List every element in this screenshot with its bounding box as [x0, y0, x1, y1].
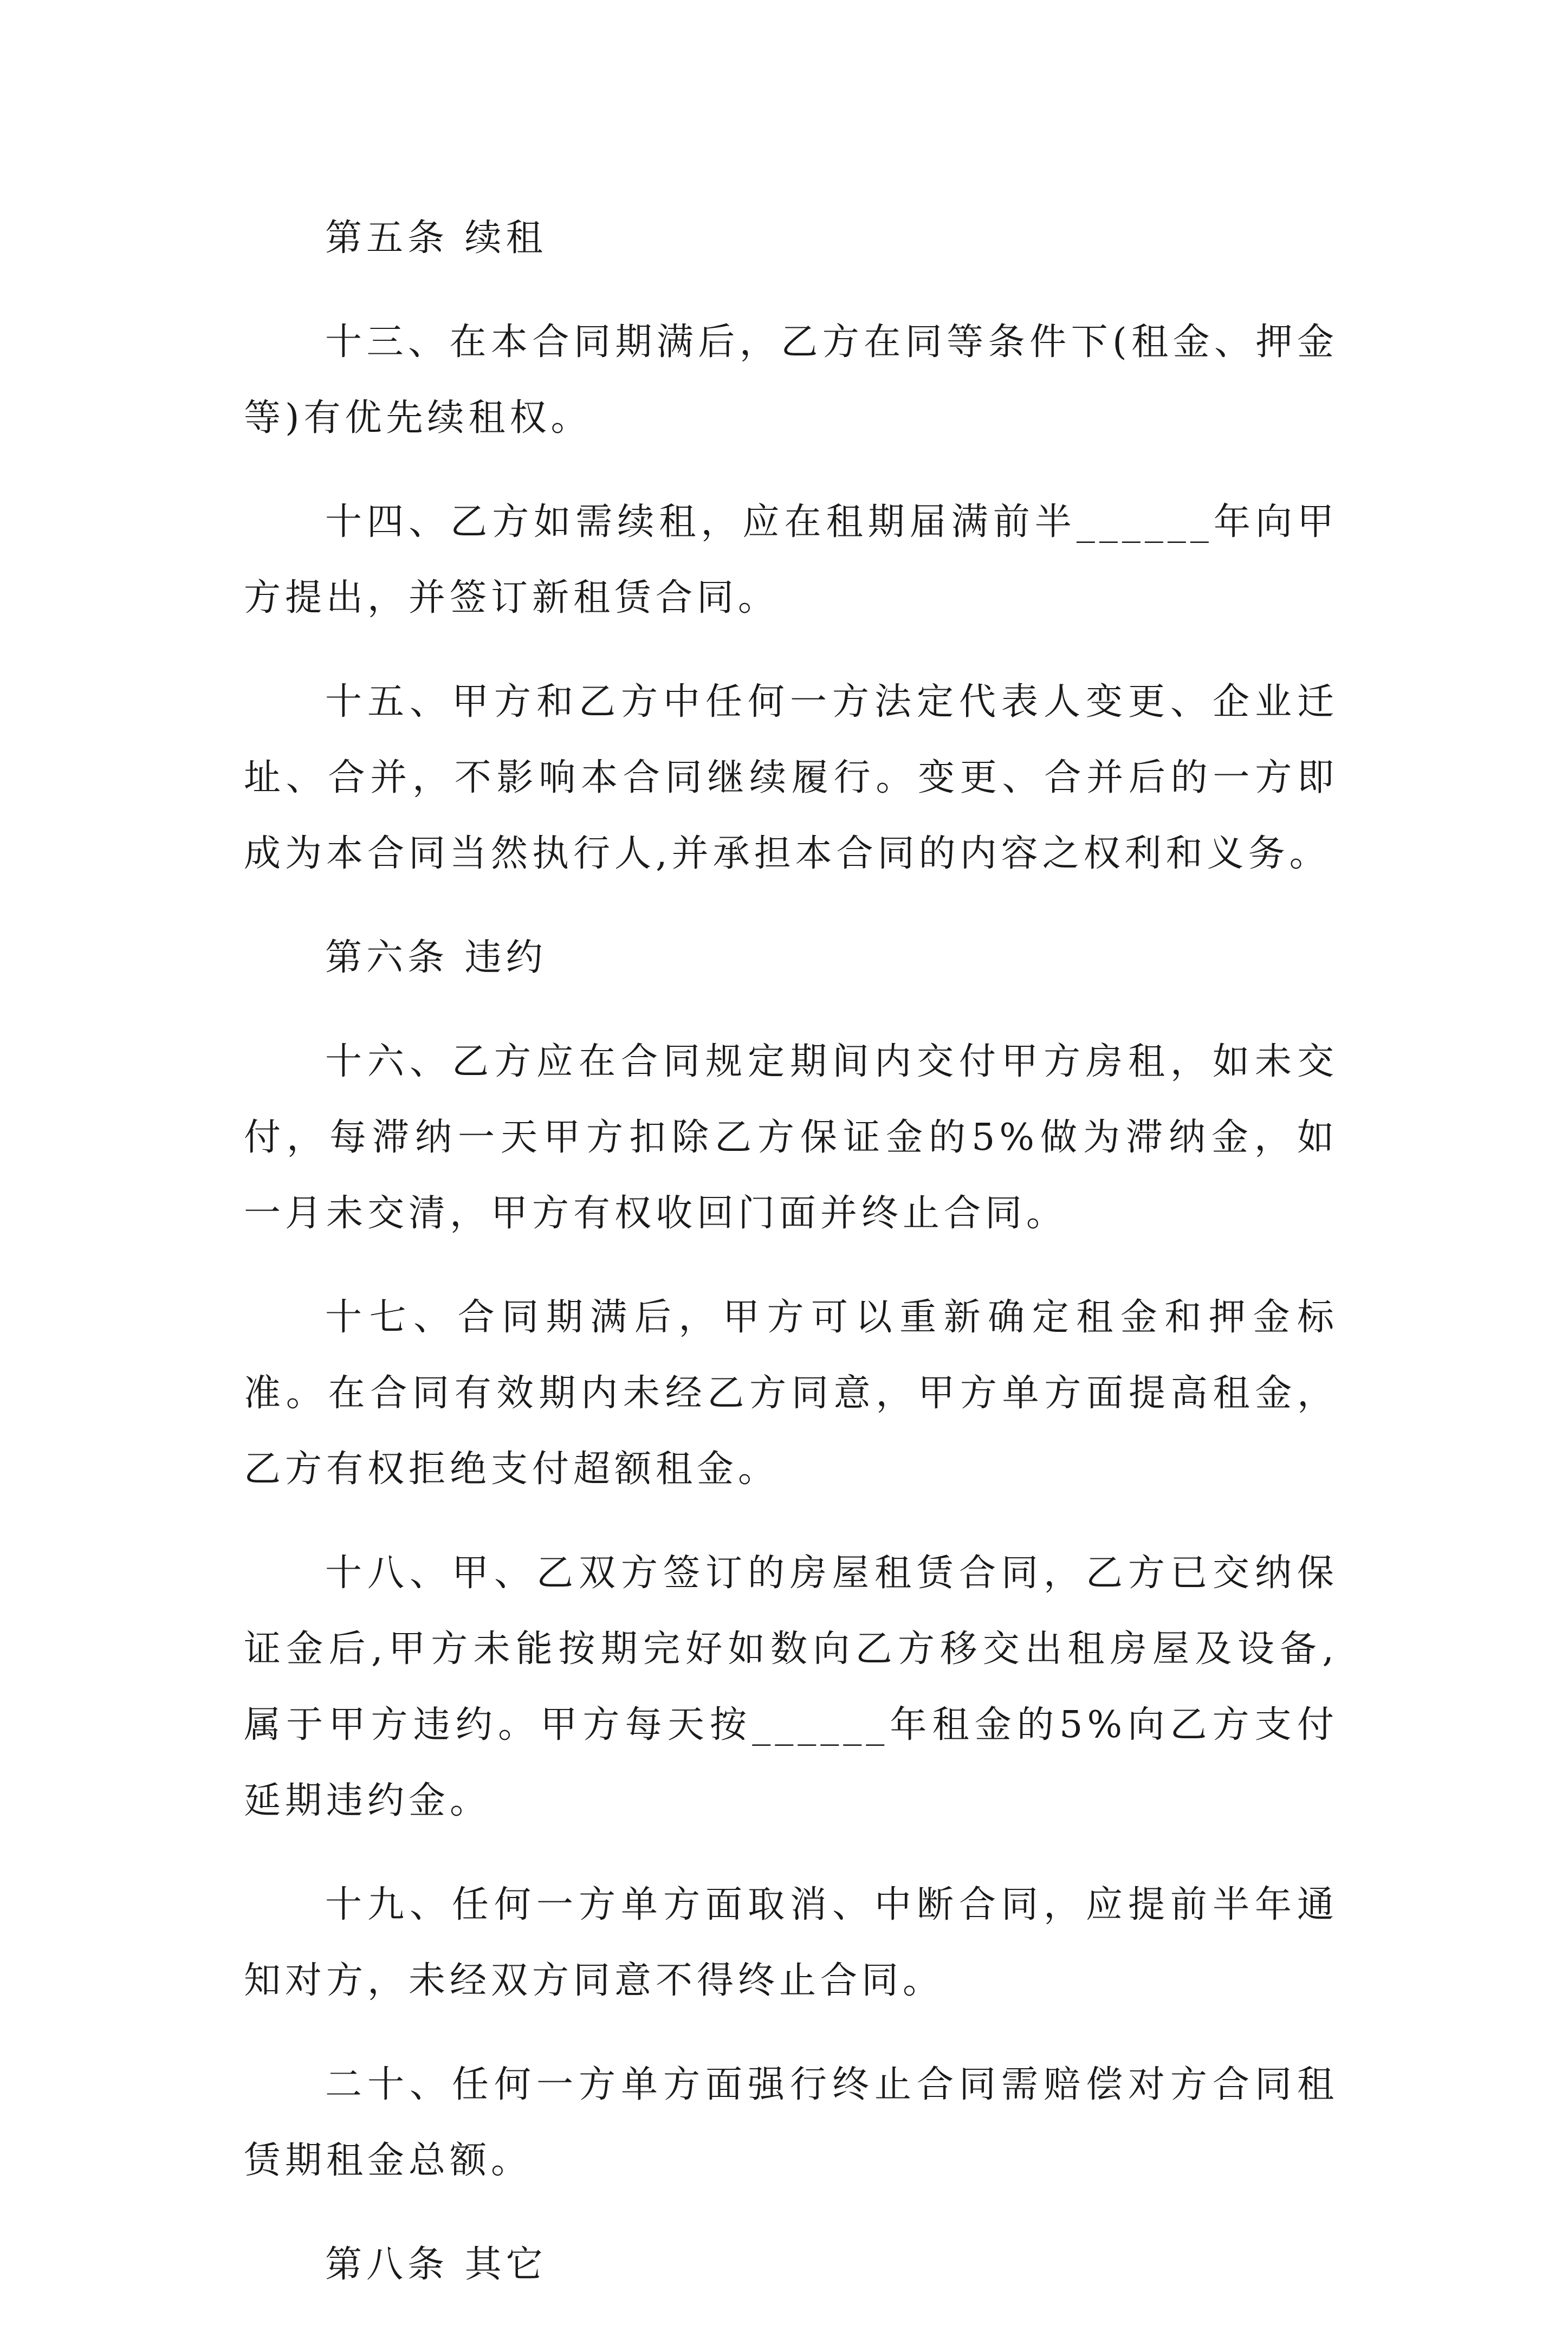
- clause-20: 二十、任何一方单方面强行终止合同需赔偿对方合同租赁期租金总额。: [244, 2063, 1338, 2182]
- clause-17: 十七、合同期满后，甲方可以重新确定租金和押金标准。在合同有效期内未经乙方同意，甲方单方面提高租金，乙方有权拒绝支付超额租金。: [244, 1296, 1338, 1491]
- section-heading-breach: 第六条 违约: [325, 936, 547, 979]
- section-heading-renewal: 第五条 续租: [325, 217, 547, 260]
- clause-16: 十六、乙方应在合同规定期间内交付甲方房租，如未交付，每滞纳一天甲方扣除乙方保证金的5%做为滞纳金，如一月未交清，甲方有权收回门面并终止合同。: [244, 1040, 1338, 1235]
- clause-19: 十九、任何一方单方面取消、中断合同，应提前半年通知对方，未经双方同意不得终止合同。: [244, 1883, 1338, 2002]
- clause-14: 十四、乙方如需续租，应在租期届满前半______年向甲方提出，并签订新租赁合同。: [244, 501, 1338, 619]
- document-body: [244, 200, 1338, 2331]
- clause-13: 十三、在本合同期满后，乙方在同等条件下(租金、押金等)有优先续租权。: [244, 321, 1338, 439]
- clause-15: 十五、甲方和乙方中任何一方法定代表人变更、企业迁址、合并，不影响本合同继续履行。变更、合并后的一方即成为本合同当然执行人,并承担本合同的内容之权利和义务。: [244, 681, 1338, 875]
- clause-18: 十八、甲、乙双方签订的房屋租赁合同，乙方已交纳保证金后,甲方未能按期完好如数向乙方移交出租房屋及设备,属于甲方违约。甲方每天按______年租金的5%向乙方支付延期违约金。: [244, 1552, 1338, 1822]
- section-heading-other: 第八条 其它: [325, 2243, 547, 2286]
